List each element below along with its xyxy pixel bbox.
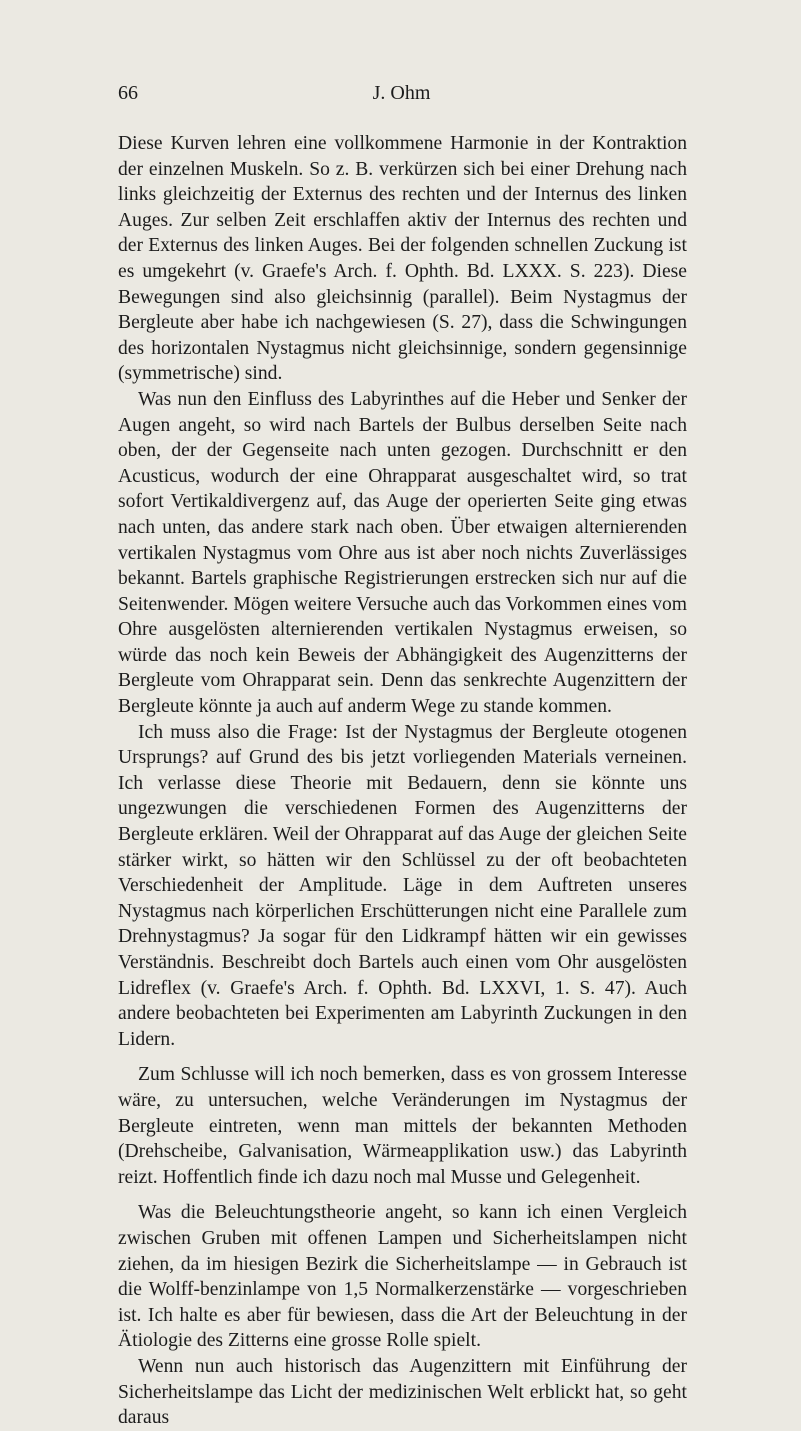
running-head: J. Ohm — [372, 82, 431, 104]
paragraph: Was nun den Einfluss des Labyrinthes auf die Heber und Senker der Augen angeht, so wird nach Bartels der Bulbus derselben Seite nach oben, der der Gegenseite nach unten gezogen. Durchschnitt er den Acusticus, wodurch der eine Ohrapparat ausgeschaltet wird, so trat sofort Vertikaldivergenz auf, das Auge der operierten Seite ging etwas nach unten, das andere stark nach oben. Über etwaigen alternierenden vertikalen Nystagmus vom Ohre aus ist aber noch nichts Zuverlässiges bekannt. Bartels graphische Registrierungen erstrecken sich nur auf die Seitenwender. Mögen weitere Versuche auch das Vorkommen eines vom Ohre ausgelösten alternierenden vertikalen Nystagmus erweisen, so würde das noch kein Beweis der Abhängigkeit des Augenzitterns der Bergleute vom Ohrapparat sein. Denn das senkrechte Augenzittern der Bergleute könnte ja auch auf anderm Wege zu stande kommen. — [118, 388, 687, 718]
page-header — [118, 82, 685, 122]
page-number: 66 — [118, 82, 138, 104]
paragraph: Was die Beleuchtungstheorie angeht, so kann ich einen Vergleich zwischen Gruben mit offenen Lampen und Sicherheitslampen nicht ziehen, da im hiesigen Bezirk die Sicherheitslampe — in Gebrauch ist die Wolff-benzinlampe von 1,5 Normalkerzenstärke — vorgeschrieben ist. Ich halte es aber für bewiesen, dass die Art der Beleuchtung in der Ätiologie des Zitterns eine grosse Rolle spielt. — [118, 1202, 687, 1352]
body-text — [118, 131, 687, 1431]
paragraph: Wenn nun auch historisch das Augenzittern mit Einführung der Sicherheitslampe das Licht der medizinischen Welt erblickt hat, so geht daraus — [118, 1355, 687, 1429]
paragraph: Zum Schlusse will ich noch bemerken, dass es von grossem Interesse wäre, zu untersuchen, welche Veränderungen im Nystagmus der Bergleute eintreten, wenn man mittels der bekannten Methoden (Drehscheibe, Galvanisation, Wärmeapplikation usw.) das Labyrinth reizt. Hoffentlich finde ich dazu noch mal Musse und Gelegenheit. — [118, 1064, 687, 1188]
paragraph: Diese Kurven lehren eine vollkommene Harmonie in der Kontraktion der einzelnen Muskeln. So z. B. verkürzen sich bei einer Drehung nach links gleichzeitig der Externus des rechten und der Internus des linken Auges. Zur selben Zeit erschlaffen aktiv der Internus des rechten und der Externus des linken Auges. Bei der folgenden schnellen Zuckung ist es umgekehrt (v. Graefe's Arch. f. Ophth. Bd. LXXX. S. 223). Diese Bewegungen sind also gleichsinnig (parallel). Beim Nystagmus der Bergleute aber habe ich nachgewiesen (S. 27), dass die Schwingungen des horizontalen Nystagmus nicht gleichsinnige, sondern gegensinnige (symmetrische) sind. — [118, 133, 687, 385]
paragraph: Ich muss also die Frage: Ist der Nystagmus der Bergleute otogenen Ursprungs? auf Grund des bis jetzt vorliegenden Materials verneinen. Ich verlasse diese Theorie mit Bedauern, denn sie könnte uns ungezwungen die verschiedenen Formen des Augenzitterns der Bergleute erklären. Weil der Ohrapparat auf das Auge der gleichen Seite stärker wirkt, so hätten wir den Schlüssel zu der oft beobachteten Verschiedenheit der Amplitude. Läge in dem Auftreten unseres Nystagmus nach körperlichen Erschütterungen nicht eine Parallele zum Drehnystagmus? Ja sogar für den Lidkrampf hätten wir ein gewisses Verständnis. Beschreibt doch Bartels auch einen vom Ohr ausgelösten Lidreflex (v. Graefe's Arch. f. Ophth. Bd. LXXVI, 1. S. 47). Auch andere beobachteten bei Experimenten am Labyrinth Zuckungen in den Lidern. — [118, 721, 687, 1050]
